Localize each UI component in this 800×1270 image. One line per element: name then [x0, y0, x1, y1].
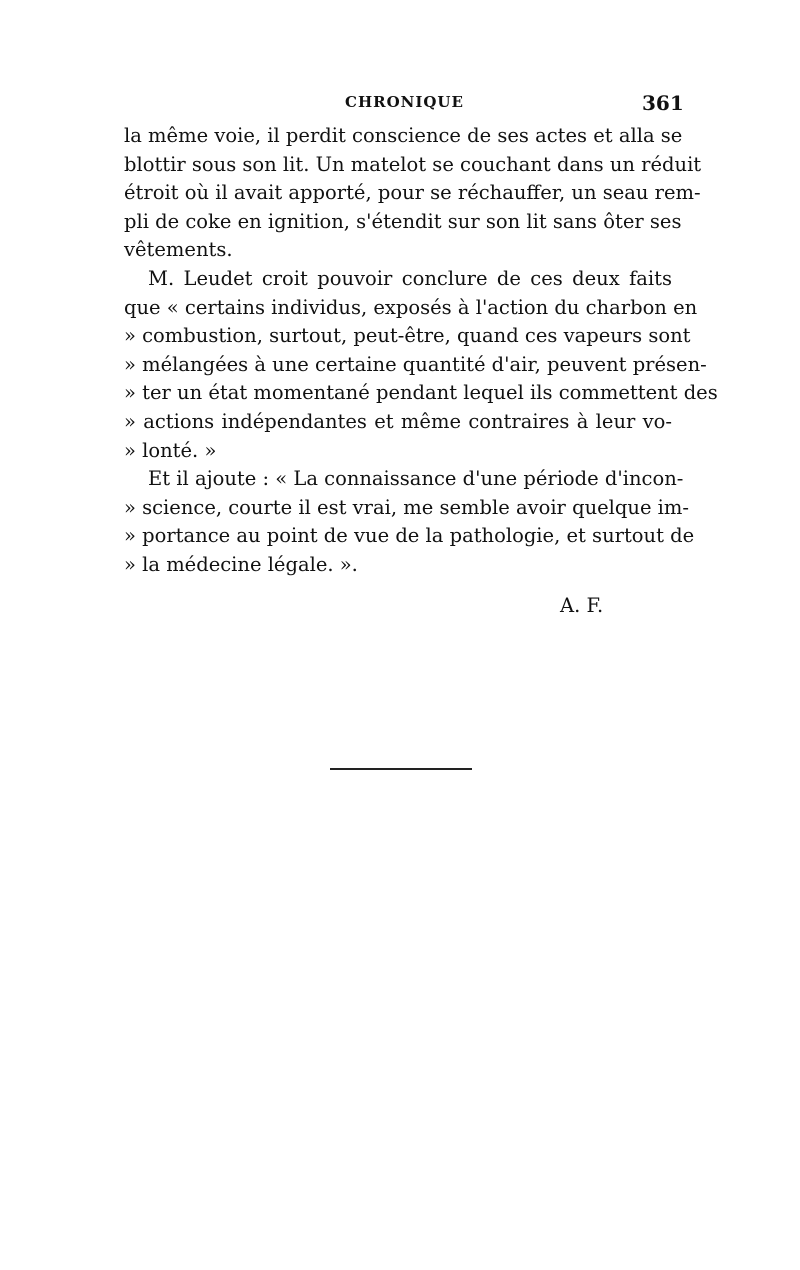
- text-line: » la médecine légale. ».: [124, 552, 358, 576]
- author-signature: A. F.: [560, 594, 604, 617]
- text-line: » lonté. »: [124, 438, 217, 462]
- text-line: » portance au point de vue de la pathologie, et surtout de: [124, 524, 695, 548]
- running-title: CHRONIQUE: [345, 93, 464, 111]
- text-line: » mélangées à une certaine quantité d'air, peuvent présen-: [124, 352, 707, 376]
- text-line: pli de coke en ignition, s'étendit sur son lit sans ôter ses: [124, 209, 682, 233]
- text-line: la même voie, il perdit conscience de ses actes et alla se: [124, 124, 683, 147]
- text-line: M. Leudet croit pouvoir conclure de ces deux faits: [148, 266, 672, 290]
- page-number: 361: [642, 91, 684, 115]
- text-line: que « certains individus, exposés à l'action du charbon en: [124, 295, 698, 319]
- text-line: » science, courte il est vrai, me semble avoir quelque im-: [124, 495, 689, 519]
- body-text: [124, 122, 718, 580]
- section-divider: [330, 768, 472, 770]
- text-line: » actions indépendantes et même contraires à leur vo-: [124, 409, 672, 433]
- text-line: blottir sous son lit. Un matelot se couchant dans un réduit: [124, 152, 702, 176]
- text-line: Et il ajoute : « La connaissance d'une période d'incon-: [148, 467, 684, 491]
- text-line: vêtements.: [124, 238, 233, 262]
- text-line: étroit où il avait apporté, pour se réchauffer, un seau rem-: [124, 181, 701, 205]
- text-line: » combustion, surtout, peut-être, quand ces vapeurs sont: [124, 324, 691, 348]
- text-line: » ter un état momentané pendant lequel ils commettent des: [124, 381, 718, 405]
